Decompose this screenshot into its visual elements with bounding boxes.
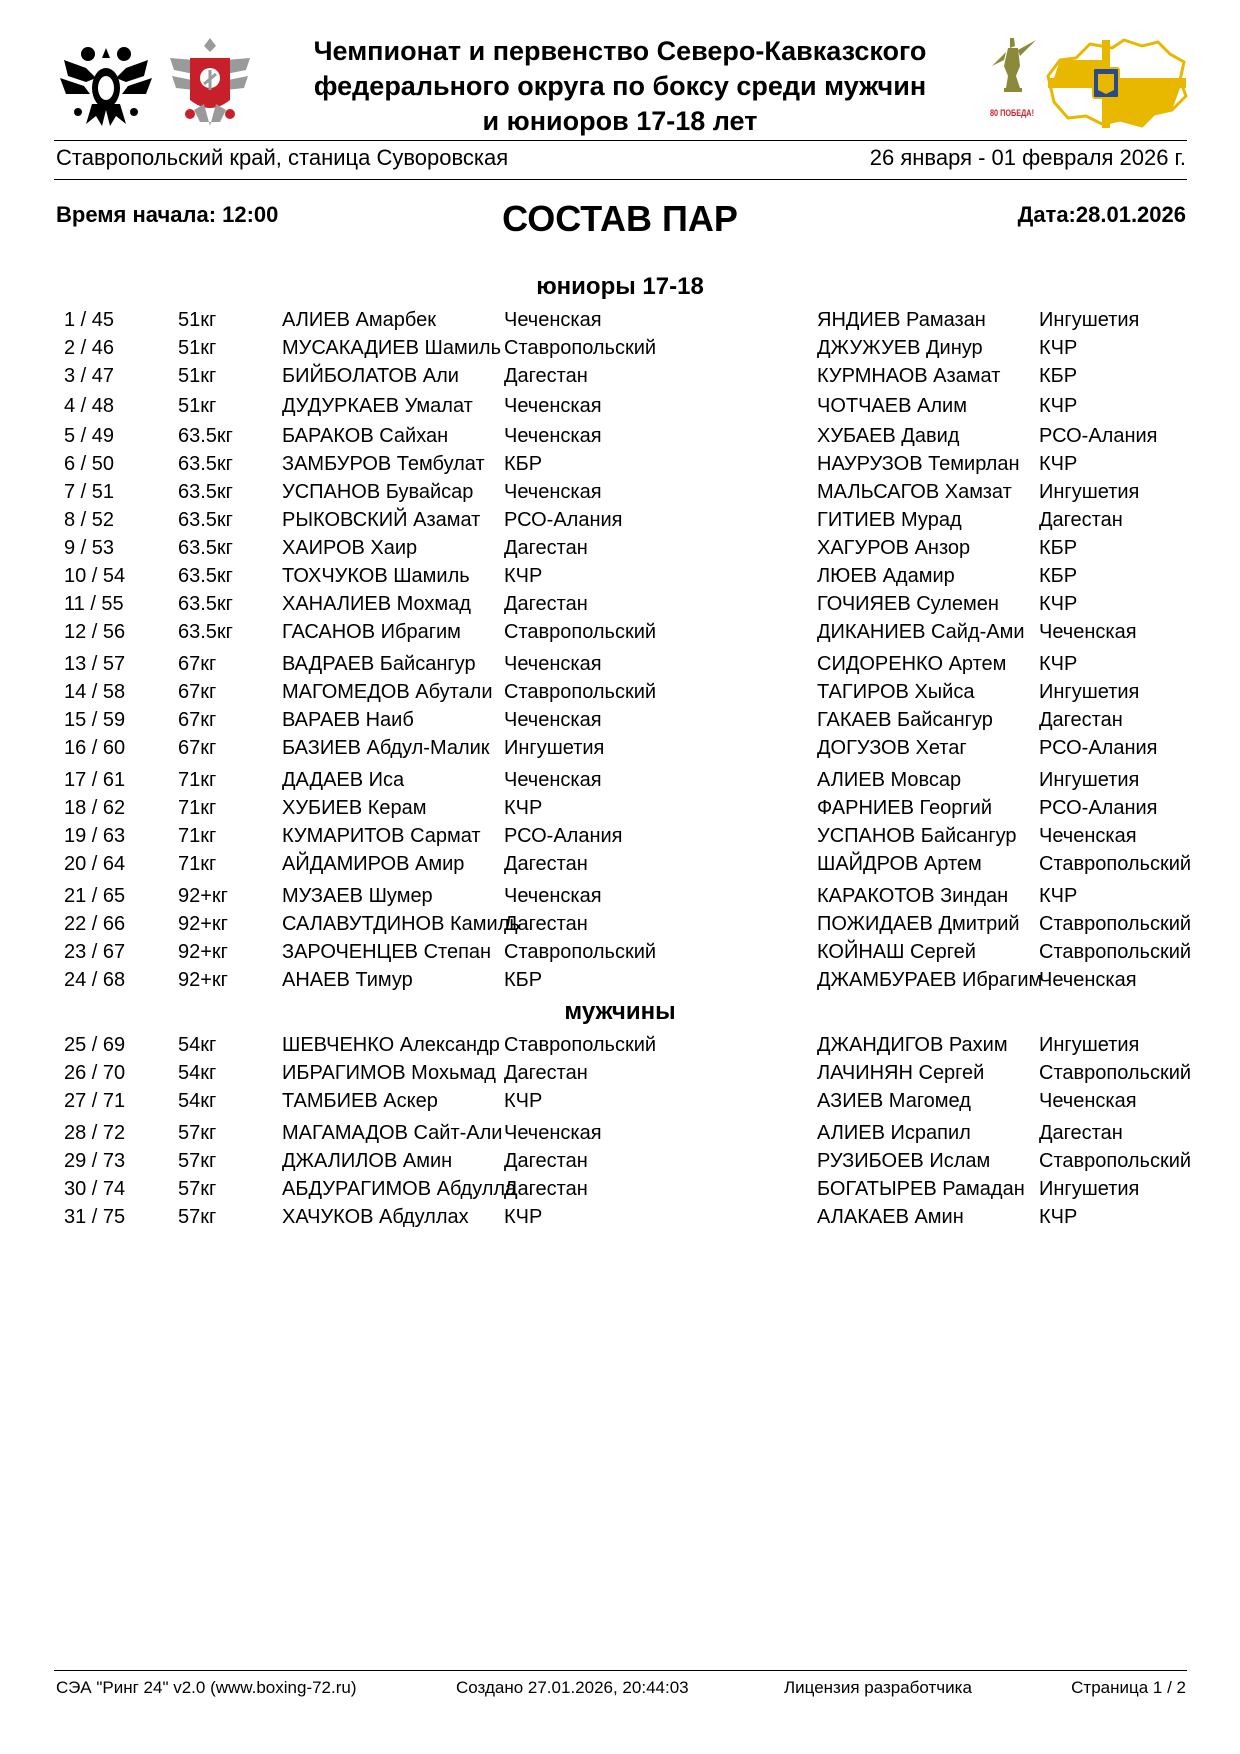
boxer-2-name: ШАЙДРОВ Артем [817, 853, 982, 875]
bout-number: 27 / 71 [64, 1090, 126, 1112]
boxer-1-region: КЧР [504, 797, 543, 819]
boxer-2-name: МАЛЬСАГОВ Хамзат [817, 481, 1012, 503]
boxer-2-name: ДЖАМБУРАЕВ Ибрагим [817, 969, 1043, 991]
footer-rule [54, 1670, 1187, 1671]
bout-row [0, 306, 1240, 334]
boxer-2-region: Ингушетия [1039, 481, 1140, 503]
boxer-1-name: САЛАВУТДИНОВ Камиль [282, 913, 520, 935]
event-location: Ставропольский край, станица Суворовская [56, 145, 509, 170]
boxer-2-region: Дагестан [1039, 1122, 1123, 1144]
boxer-1-region: КБР [504, 969, 543, 991]
bout-number: 30 / 74 [64, 1178, 126, 1200]
bout-row [0, 650, 1240, 678]
boxer-1-name: РЫКОВСКИЙ Азамат [282, 509, 481, 531]
boxer-1-region: Ставропольский [504, 1034, 657, 1056]
boxer-1-name: БАРАКОВ Сайхан [282, 425, 449, 447]
bout-number: 9 / 53 [64, 537, 115, 559]
bout-row [0, 678, 1240, 706]
weight-class: 63.5кг [178, 453, 233, 475]
boxer-1-name: ВАРАЕВ Наиб [282, 709, 414, 731]
bout-number: 21 / 65 [64, 885, 126, 907]
bout-row [0, 422, 1240, 450]
boxer-2-region: КЧР [1039, 885, 1078, 907]
bout-number: 8 / 52 [64, 509, 115, 531]
footer-page-number: Страница 1 / 2 [1071, 1678, 1186, 1697]
boxer-1-name: УСПАНОВ Бувайсар [282, 481, 474, 503]
boxer-2-name: ЛЮЕВ Адамир [817, 565, 955, 587]
boxer-2-name: КАРАКОТОВ Зиндан [817, 885, 1009, 907]
bout-number: 26 / 70 [64, 1062, 126, 1084]
weight-class: 51кг [178, 309, 217, 331]
bout-row [0, 334, 1240, 362]
bout-number: 31 / 75 [64, 1206, 126, 1228]
boxer-2-name: АЛАКАЕВ Амин [817, 1206, 964, 1228]
bout-row [0, 534, 1240, 562]
boxer-1-name: МАГАМАДОВ Сайт-Али [282, 1122, 503, 1144]
boxer-2-name: ФАРНИЕВ Георгий [817, 797, 992, 819]
bout-number: 19 / 63 [64, 825, 126, 847]
footer-created: Создано 27.01.2026, 20:44:03 [456, 1678, 689, 1697]
boxer-2-region: КБР [1039, 565, 1078, 587]
victory-80-logo-icon [986, 36, 1038, 130]
boxer-2-name: ДОГУЗОВ Хетаг [817, 737, 967, 759]
bout-number: 11 / 55 [64, 593, 124, 615]
weight-class: 54кг [178, 1090, 217, 1112]
bout-row [0, 450, 1240, 478]
boxer-2-name: АЛИЕВ Исрапил [817, 1122, 971, 1144]
bout-number: 16 / 60 [64, 737, 126, 759]
weight-class: 71кг [178, 825, 217, 847]
boxer-1-region: Ставропольский [504, 681, 657, 703]
footer-license: Лицензия разработчика [784, 1678, 972, 1697]
bout-number: 4 / 48 [64, 395, 115, 417]
boxer-2-region: РСО-Алания [1039, 797, 1158, 819]
weight-class: 92+кг [178, 941, 228, 963]
weight-class: 71кг [178, 769, 217, 791]
boxer-2-region: Ингушетия [1039, 681, 1140, 703]
boxer-1-name: ЗАМБУРОВ Тембулат [282, 453, 485, 475]
weight-class: 51кг [178, 365, 217, 387]
weight-class: 92+кг [178, 969, 228, 991]
stavropol-region-map-icon [1046, 36, 1188, 130]
boxer-1-name: КУМАРИТОВ Сармат [282, 825, 481, 847]
boxer-1-name: АНАЕВ Тимур [282, 969, 413, 991]
boxer-1-region: Дагестан [504, 365, 588, 387]
bout-row [0, 362, 1240, 390]
bout-row [0, 910, 1240, 938]
boxer-2-name: ДИКАНИЕВ Сайд-Ами [817, 621, 1025, 643]
weight-class: 54кг [178, 1034, 217, 1056]
boxer-1-name: ХАИРОВ Хаир [282, 537, 418, 559]
weight-class: 67кг [178, 737, 217, 759]
bout-row [0, 590, 1240, 618]
boxer-2-name: УСПАНОВ Байсангур [817, 825, 1017, 847]
boxer-1-region: Чеченская [504, 309, 602, 331]
weight-class: 54кг [178, 1062, 217, 1084]
bout-row [0, 562, 1240, 590]
boxer-1-name: ТОХЧУКОВ Шамиль [282, 565, 470, 587]
weight-class: 63.5кг [178, 481, 233, 503]
bout-number: 23 / 67 [64, 941, 126, 963]
bout-number: 24 / 68 [64, 969, 126, 991]
boxer-2-name: ЧОТЧАЕВ Алим [817, 395, 967, 417]
bout-number: 20 / 64 [64, 853, 126, 875]
bout-number: 14 / 58 [64, 681, 126, 703]
event-dates: 26 января - 01 февраля 2026 г. [869, 145, 1186, 170]
event-title-line-3: и юниоров 17-18 лет [482, 106, 758, 136]
boxer-2-region: Ингушетия [1039, 1034, 1140, 1056]
boxer-2-name: ГАКАЕВ Байсангур [817, 709, 993, 731]
boxer-2-name: КУРМНАОВ Азамат [817, 365, 1001, 387]
weight-class: 67кг [178, 653, 217, 675]
event-title-line-2: федерального округа по боксу среди мужчин [313, 71, 927, 101]
boxer-1-name: ВАДРАЕВ Байсангур [282, 653, 476, 675]
boxer-2-name: ЯНДИЕВ Рамазан [817, 309, 986, 331]
boxer-2-name: ПОЖИДАЕВ Дмитрий [817, 913, 1020, 935]
weight-class: 63.5кг [178, 537, 233, 559]
boxer-2-name: ТАГИРОВ Хыйса [817, 681, 975, 703]
boxer-2-name: РУЗИБОЕВ Ислам [817, 1150, 991, 1172]
weight-class: 51кг [178, 337, 217, 359]
boxer-1-region: Дагестан [504, 1178, 588, 1200]
boxer-1-region: Дагестан [504, 537, 588, 559]
boxer-2-name: ХУБАЕВ Давид [817, 425, 960, 447]
boxer-1-region: Дагестан [504, 1150, 588, 1172]
bout-number: 25 / 69 [64, 1034, 126, 1056]
bout-row [0, 478, 1240, 506]
bout-number: 17 / 61 [64, 769, 126, 791]
boxer-2-region: КЧР [1039, 653, 1078, 675]
bout-row [0, 766, 1240, 794]
bout-number: 28 / 72 [64, 1122, 126, 1144]
boxer-1-region: РСО-Алания [504, 825, 623, 847]
bout-row [0, 706, 1240, 734]
boxer-1-name: ТАМБИЕВ Аскер [282, 1090, 438, 1112]
bout-row [0, 1031, 1240, 1059]
bout-row [0, 392, 1240, 420]
weight-class: 57кг [178, 1150, 217, 1172]
boxer-2-name: ЛАЧИНЯН Сергей [817, 1062, 985, 1084]
weight-class: 57кг [178, 1206, 217, 1228]
bout-row [0, 822, 1240, 850]
boxer-1-region: КЧР [504, 1090, 543, 1112]
boxer-1-region: Чеченская [504, 769, 602, 791]
boxer-1-region: РСО-Алания [504, 509, 623, 531]
boxer-2-region: Чеченская [1039, 1090, 1137, 1112]
weight-class: 92+кг [178, 913, 228, 935]
weight-class: 63.5кг [178, 509, 233, 531]
bout-row [0, 734, 1240, 762]
bout-row [0, 882, 1240, 910]
boxer-1-name: ИБРАГИМОВ Мохьмад [282, 1062, 496, 1084]
bout-row [0, 1119, 1240, 1147]
start-time: Время начала: 12:00 [56, 202, 279, 227]
bout-row [0, 1175, 1240, 1203]
boxer-1-region: Дагестан [504, 593, 588, 615]
boxer-2-region: КЧР [1039, 395, 1078, 417]
weight-class: 57кг [178, 1178, 217, 1200]
weight-class: 67кг [178, 681, 217, 703]
boxer-2-region: Ставропольский [1039, 941, 1192, 963]
weight-class: 57кг [178, 1122, 217, 1144]
boxer-1-region: Чеченская [504, 1122, 602, 1144]
boxer-1-name: ДЖАЛИЛОВ Амин [282, 1150, 453, 1172]
bout-row [0, 1059, 1240, 1087]
event-title-line-1: Чемпионат и первенство Северо-Кавказского [313, 36, 927, 66]
boxer-1-name: ШЕВЧЕНКО Александр [282, 1034, 500, 1056]
bout-number: 15 / 59 [64, 709, 126, 731]
bout-number: 10 / 54 [64, 565, 126, 587]
bout-row [0, 1087, 1240, 1115]
boxer-2-name: КОЙНАШ Сергей [817, 941, 976, 963]
boxer-2-region: Ставропольский [1039, 1062, 1192, 1084]
bout-row [0, 938, 1240, 966]
bout-row [0, 966, 1240, 994]
weight-class: 67кг [178, 709, 217, 731]
section-title-juniors: юниоры 17-18 [536, 273, 704, 300]
weight-class: 71кг [178, 797, 217, 819]
boxer-1-region: Чеченская [504, 885, 602, 907]
weight-class: 63.5кг [178, 565, 233, 587]
boxer-2-region: Ставропольский [1039, 1150, 1192, 1172]
bout-row [0, 1203, 1240, 1231]
boxer-1-region: КЧР [504, 1206, 543, 1228]
weight-class: 63.5кг [178, 593, 233, 615]
weight-class: 63.5кг [178, 621, 233, 643]
boxer-2-name: ДЖАНДИГОВ Рахим [817, 1034, 1008, 1056]
boxer-1-region: Чеченская [504, 395, 602, 417]
boxer-1-region: Ставропольский [504, 941, 657, 963]
boxer-1-name: АЙДАМИРОВ Амир [282, 853, 465, 875]
boxer-1-name: АЛИЕВ Амарбек [282, 309, 436, 331]
boxer-1-name: ХАНАЛИЕВ Мохмад [282, 593, 471, 615]
bout-number: 12 / 56 [64, 621, 126, 643]
boxer-2-region: Дагестан [1039, 709, 1123, 731]
boxer-1-region: КЧР [504, 565, 543, 587]
boxer-1-name: ДУДУРКАЕВ Умалат [282, 395, 473, 417]
boxer-2-region: КЧР [1039, 593, 1078, 615]
bout-number: 6 / 50 [64, 453, 115, 475]
bout-number: 3 / 47 [64, 365, 115, 387]
boxer-1-name: ЗАРОЧЕНЦЕВ Степан [282, 941, 492, 963]
boxer-1-name: МУЗАЕВ Шумер [282, 885, 433, 907]
bout-number: 18 / 62 [64, 797, 126, 819]
boxer-2-region: Ингушетия [1039, 1178, 1140, 1200]
boxer-2-region: Дагестан [1039, 509, 1123, 531]
boxer-2-region: Чеченская [1039, 969, 1137, 991]
boxer-1-region: Ставропольский [504, 621, 657, 643]
boxer-1-region: Дагестан [504, 853, 588, 875]
bout-number: 5 / 49 [64, 425, 115, 447]
boxer-2-name: ГОЧИЯЕВ Сулемен [817, 593, 999, 615]
boxer-1-region: КБР [504, 453, 543, 475]
weight-class: 92+кг [178, 885, 228, 907]
competition-date: Дата:28.01.2026 [1017, 202, 1186, 227]
ministry-of-sport-emblem-icon [164, 34, 256, 130]
bout-number: 1 / 45 [64, 309, 115, 331]
boxer-2-region: Чеченская [1039, 825, 1137, 847]
boxer-1-region: Чеченская [504, 481, 602, 503]
boxer-2-name: АЗИЕВ Магомед [817, 1090, 971, 1112]
boxer-1-region: Чеченская [504, 653, 602, 675]
boxing-federation-emblem-icon [56, 38, 156, 130]
bout-row [0, 506, 1240, 534]
boxer-2-region: КБР [1039, 365, 1078, 387]
boxer-1-name: ХУБИЕВ Керам [282, 797, 427, 819]
boxer-2-name: СИДОРЕНКО Артем [817, 653, 1007, 675]
boxer-1-name: АБДУРАГИМОВ Абдулла [282, 1178, 517, 1200]
bout-number: 13 / 57 [64, 653, 126, 675]
boxer-2-region: Чеченская [1039, 621, 1137, 643]
boxer-1-region: Ставропольский [504, 337, 657, 359]
event-title [270, 34, 970, 139]
boxer-2-region: РСО-Алания [1039, 737, 1158, 759]
boxer-1-name: ХАЧУКОВ Абдуллах [282, 1206, 469, 1228]
boxer-2-name: ДЖУЖУЕВ Динур [817, 337, 983, 359]
boxer-1-name: БАЗИЕВ Абдул-Малик [282, 737, 490, 759]
weight-class: 63.5кг [178, 425, 233, 447]
bout-number: 7 / 51 [64, 481, 115, 503]
bout-row [0, 618, 1240, 646]
boxer-2-name: ХАГУРОВ Анзор [817, 537, 971, 559]
boxer-2-region: Ставропольский [1039, 853, 1192, 875]
boxer-1-region: Ингушетия [504, 737, 605, 759]
boxer-1-name: ДАДАЕВ Иса [282, 769, 405, 791]
bout-row [0, 850, 1240, 878]
weight-class: 71кг [178, 853, 217, 875]
boxer-2-name: АЛИЕВ Мовсар [817, 769, 962, 791]
boxer-1-region: Чеченская [504, 709, 602, 731]
boxer-1-region: Дагестан [504, 913, 588, 935]
bout-row [0, 794, 1240, 822]
boxer-1-region: Дагестан [504, 1062, 588, 1084]
bout-number: 22 / 66 [64, 913, 126, 935]
boxer-2-region: КЧР [1039, 1206, 1078, 1228]
boxer-2-name: БОГАТЫРЕВ Рамадан [817, 1178, 1025, 1200]
weight-class: 51кг [178, 395, 217, 417]
victory-80-number: 80 ПОБЕДА! [990, 108, 1034, 118]
header-bottom-rule [54, 179, 1187, 180]
bout-number: 29 / 73 [64, 1150, 126, 1172]
boxer-2-region: Ставропольский [1039, 913, 1192, 935]
boxer-2-name: НАУРУЗОВ Темирлан [817, 453, 1020, 475]
boxer-2-name: ГИТИЕВ Мурад [817, 509, 962, 531]
bout-row [0, 1147, 1240, 1175]
boxer-2-region: КЧР [1039, 453, 1078, 475]
boxer-2-region: КБР [1039, 537, 1078, 559]
boxer-2-region: РСО-Алания [1039, 425, 1158, 447]
boxer-1-name: МАГОМЕДОВ Абутали [282, 681, 493, 703]
page-heading: СОСТАВ ПАР [502, 198, 738, 239]
bout-number: 2 / 46 [64, 337, 115, 359]
boxer-2-region: Ингушетия [1039, 769, 1140, 791]
boxer-1-name: ГАСАНОВ Ибрагим [282, 621, 461, 643]
section-title-men: мужчины [564, 998, 676, 1025]
footer-software: СЭА "Ринг 24" v2.0 (www.boxing-72.ru) [56, 1678, 357, 1697]
boxer-1-region: Чеченская [504, 425, 602, 447]
boxer-1-name: МУСАКАДИЕВ Шамиль [282, 337, 501, 359]
boxer-2-region: КЧР [1039, 337, 1078, 359]
header-top-rule [54, 140, 1187, 141]
boxer-2-region: Ингушетия [1039, 309, 1140, 331]
boxer-1-name: БИЙБОЛАТОВ Али [282, 365, 459, 387]
